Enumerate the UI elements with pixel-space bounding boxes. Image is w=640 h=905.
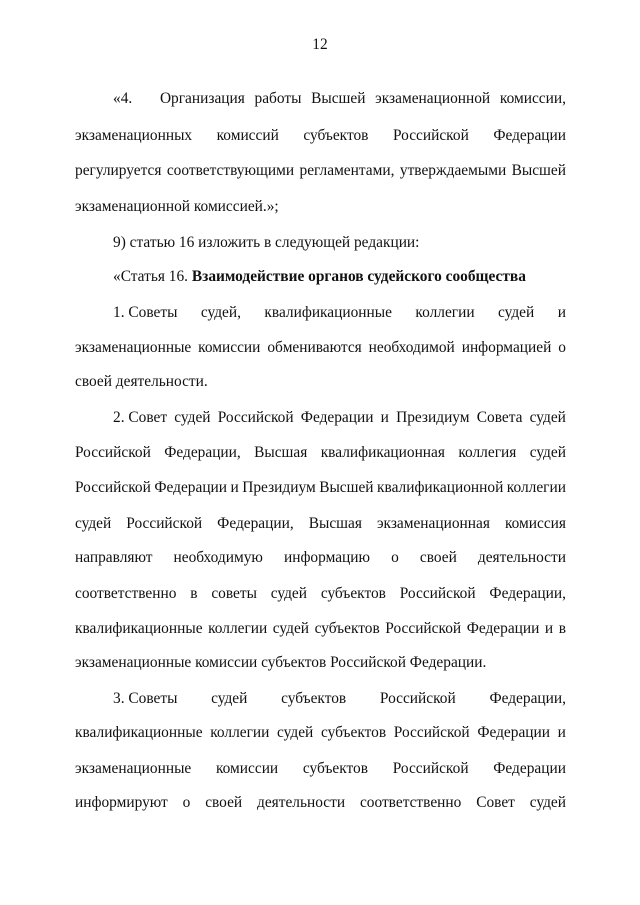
item-3-line-4: информируют о своей деятельности соответственно Совет судей [75, 794, 566, 811]
item-2-line-2: Российской Федерации, Высшая квалификационная коллегия судей [75, 444, 566, 461]
paragraph-4-line-4: экзаменационной комиссией.»; [75, 198, 279, 215]
page-number: 12 [312, 36, 328, 53]
item-2-line-7: квалификационные коллегии судей субъектов Российской Федерации и в [75, 620, 566, 637]
item-3-line-3: экзаменационные комиссии субъектов Российской Федерации [75, 760, 566, 777]
item-1-line-2: экзаменационные комиссии обмениваются необходимой информацией о [75, 339, 566, 356]
paragraph-4-line-2: экзаменационных комиссий субъектов Российской Федерации [75, 127, 566, 144]
amendment-9: 9) статью 16 изложить в следующей редакции: [113, 234, 420, 251]
paragraph-4-line-3: регулируется соответствующими регламентами, утверждаемыми Высшей [75, 162, 566, 179]
article-heading [113, 268, 566, 286]
item-2-line-1: 2. Совет судей Российской Федерации и Президиум Совета судей [113, 409, 566, 426]
paragraph-4-line-1: «4. Организация работы Высшей экзаменационной комиссии, [113, 90, 566, 107]
item-1-line-3: своей деятельности. [75, 373, 208, 390]
item-1-line-1: 1. Советы судей, квалификационные коллегии судей и [113, 304, 566, 321]
item-2-line-8: экзаменационные комиссии субъектов Российской Федерации. [75, 654, 487, 671]
article-title: Взаимодействие органов судейского сообщества [191, 268, 526, 285]
item-2-line-4: судей Российской Федерации, Высшая экзаменационная комиссия [75, 515, 566, 532]
item-3-line-2: квалификационные коллегии судей субъектов Российской Федерации и [75, 724, 566, 741]
item-3-line-1: 3. Советы судей субъектов Российской Федерации, [113, 690, 566, 707]
paragraph-4-label: «4. [113, 90, 133, 107]
item-2-line-3: Российской Федерации и Президиум Высшей квалификационной коллегии [75, 479, 566, 496]
item-2-line-5: направляют необходимую информацию о своей деятельности [75, 549, 566, 566]
article-prefix: «Статья 16. [113, 268, 192, 285]
item-2-line-6: соответственно в советы судей субъектов Российской Федерации, [75, 585, 566, 602]
